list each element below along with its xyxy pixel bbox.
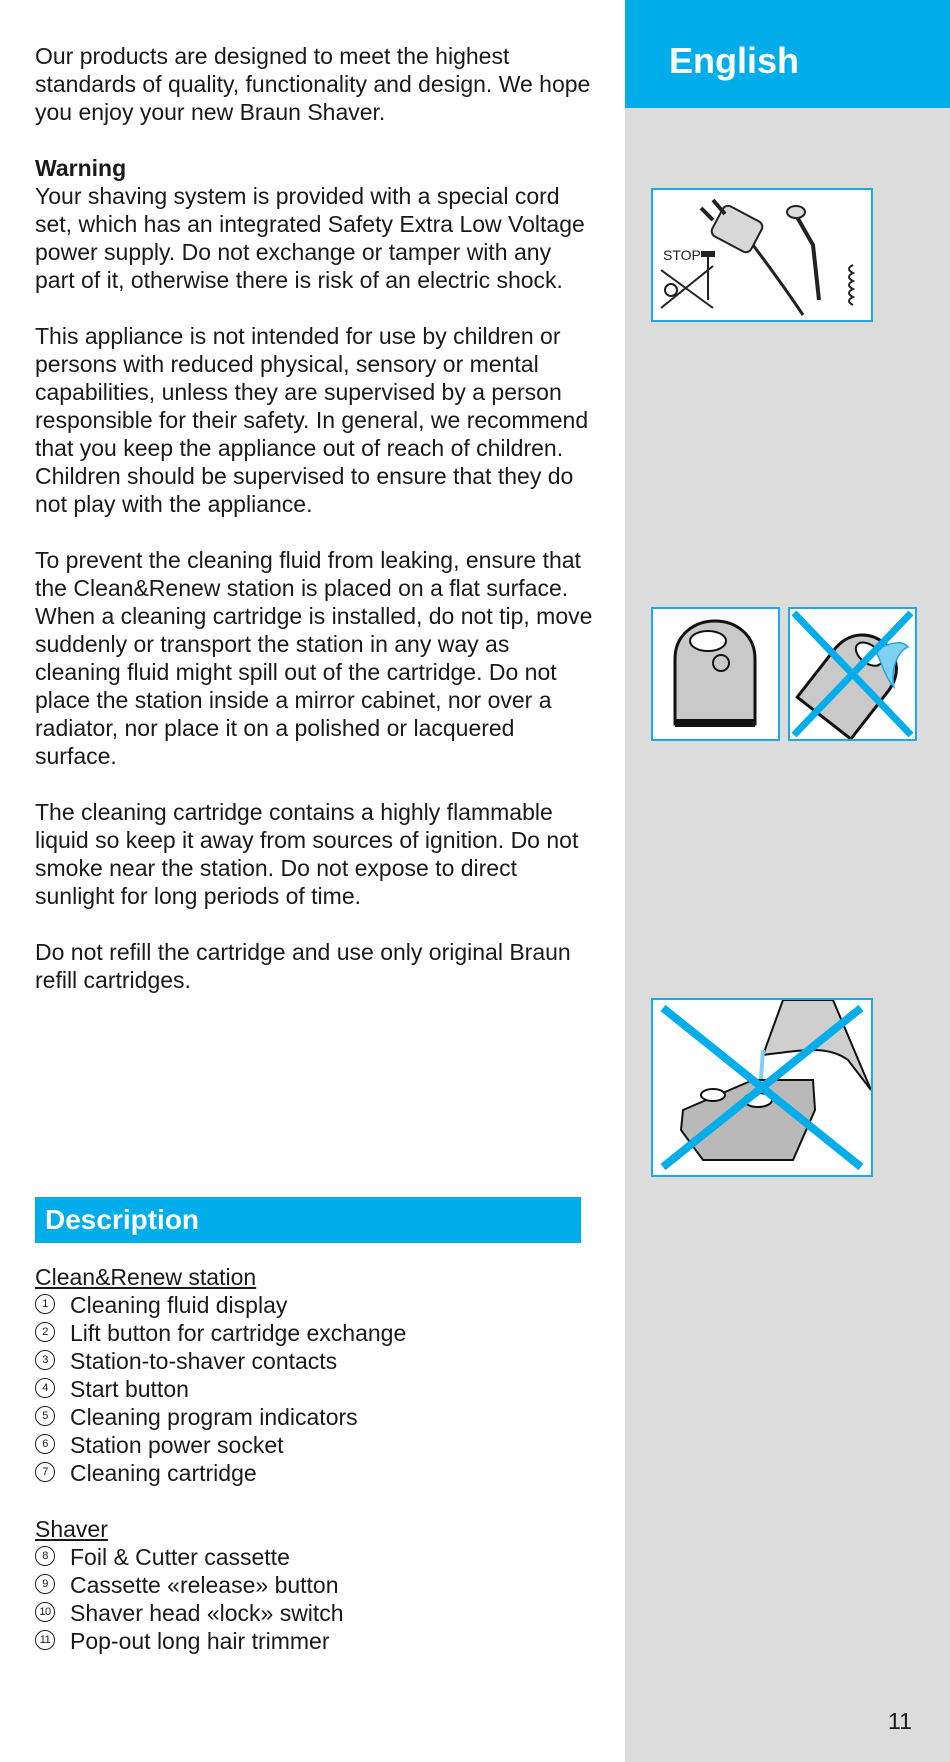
list-item (35, 1543, 595, 1571)
group-title-shaver: Shaver (35, 1516, 108, 1542)
description-heading: Description (45, 1204, 200, 1235)
language-tab (625, 0, 950, 108)
list-item (35, 1403, 595, 1431)
item-label: Station-to-shaver contacts (70, 1348, 338, 1374)
main-text (35, 42, 595, 1022)
item-number: 5 (35, 1406, 55, 1426)
item-number: 9 (35, 1574, 55, 1594)
item-label: Pop-out long hair trimmer (70, 1628, 330, 1654)
item-label: Lift button for cartridge exchange (70, 1320, 407, 1346)
item-number: 2 (35, 1322, 55, 1342)
figure-station-tipped (788, 607, 917, 741)
list-item (35, 1599, 595, 1627)
warning-paragraph-5: Do not refill the cartridge and use only original Braun refill cartridges. (35, 939, 571, 993)
description-heading-bar (35, 1197, 581, 1243)
item-label: Cassette «release» button (70, 1572, 339, 1598)
warning-paragraph-4: The cleaning cartridge contains a highly flammable liquid so keep it away from sources of ignition. Do not smoke near the station. Do not expose to direct sunlight for long periods of time. (35, 799, 579, 909)
list-item (35, 1291, 595, 1319)
item-number: 8 (35, 1546, 55, 1566)
item-number: 6 (35, 1434, 55, 1454)
list-item (35, 1375, 595, 1403)
item-label: Shaver head «lock» switch (70, 1600, 344, 1626)
list-item (35, 1347, 595, 1375)
warning-paragraph-1: Your shaving system is provided with a special cord set, which has an integrated Safety Extra Low Voltage power supply. Do not exchange or tamper with any part of it, otherwise there is risk of an electric shock. (35, 183, 585, 293)
figure-cord-warning (651, 188, 873, 322)
list-item (35, 1459, 595, 1487)
figure-station-upright (651, 607, 780, 741)
item-number: 4 (35, 1378, 55, 1398)
warning-heading: Warning (35, 155, 127, 181)
list-item (35, 1627, 595, 1655)
item-number: 7 (35, 1462, 55, 1482)
cord-warning-illustration (653, 190, 871, 320)
page-number: 11 (888, 1708, 912, 1734)
station-tipped-illustration (790, 609, 915, 739)
item-number: 10 (35, 1602, 55, 1622)
warning-paragraph-3: To prevent the cleaning fluid from leaking, ensure that the Clean&Renew station is placed on a flat surface. When a cleaning cartridge is installed, do not tip, move suddenly or transport the station in any way as cleaning fluid might spill out of the cartridge. Do not place the station inside a mirror cabinet, nor over a radiator, nor place it on a polished or lacquered surface. (35, 547, 593, 769)
item-label: Cleaning program indicators (70, 1404, 358, 1430)
description-body (35, 1263, 595, 1683)
item-number: 3 (35, 1350, 55, 1370)
group-title-station: Clean&Renew station (35, 1264, 257, 1290)
item-label: Foil & Cutter cassette (70, 1544, 290, 1570)
list-item (35, 1319, 595, 1347)
language-label: English (669, 40, 800, 81)
stop-label: STOP (663, 247, 701, 263)
item-label: Cleaning fluid display (70, 1292, 288, 1318)
station-parts-list (35, 1291, 595, 1487)
list-item (35, 1571, 595, 1599)
station-upright-illustration (653, 609, 778, 739)
intro-paragraph: Our products are designed to meet the highest standards of quality, functionality and design. We hope you enjoy your new Braun Shaver. (35, 43, 591, 125)
item-label: Cleaning cartridge (70, 1460, 257, 1486)
list-item (35, 1431, 595, 1459)
item-number: 1 (35, 1294, 55, 1314)
item-label: Start button (70, 1376, 189, 1402)
item-number: 11 (35, 1630, 55, 1650)
figure-no-refill (651, 998, 873, 1177)
item-label: Station power socket (70, 1432, 284, 1458)
shaver-parts-list (35, 1543, 595, 1655)
no-refill-illustration (653, 1000, 871, 1175)
warning-paragraph-2: This appliance is not intended for use by children or persons with reduced physical, sensory or mental capabilities, unless they are supervised by a person responsible for their safety. In general, we recommend that you keep the appliance out of reach of children. Children should be supervised to ensure that they do not play with the appliance. (35, 323, 589, 517)
